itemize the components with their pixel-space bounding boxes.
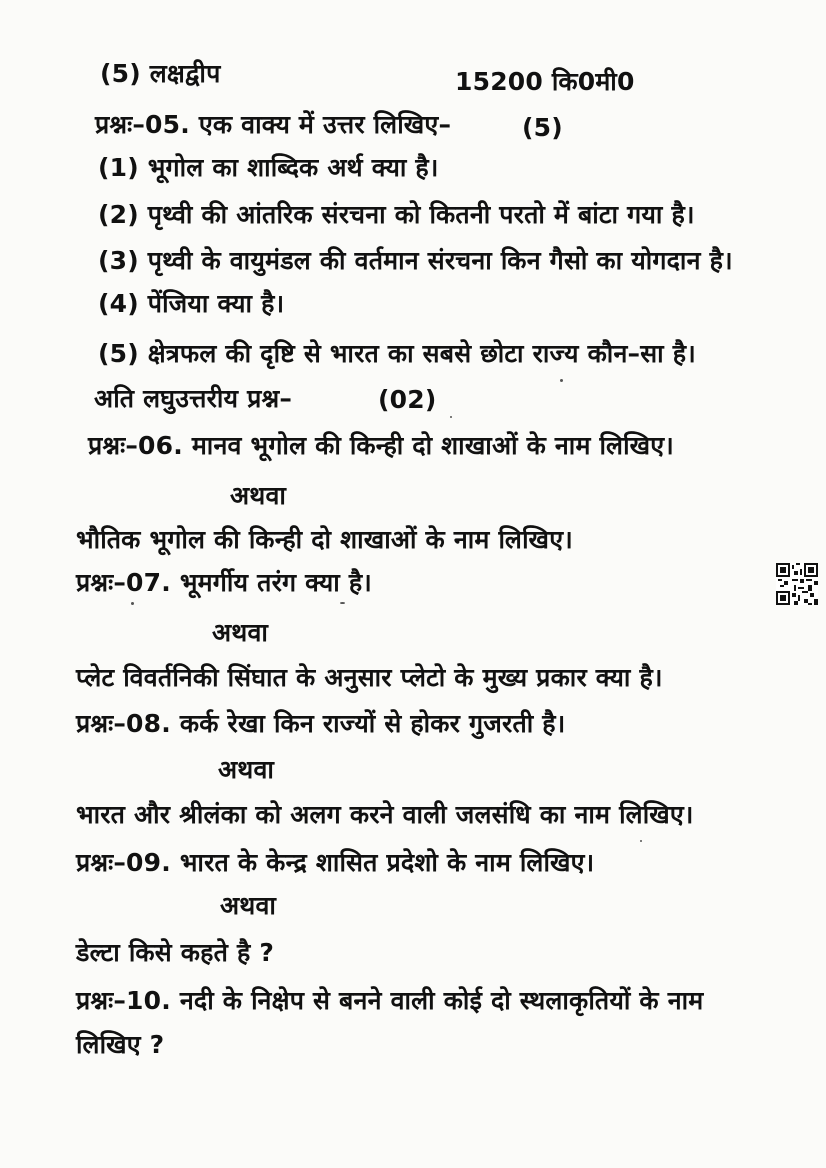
scan-speck xyxy=(450,416,452,418)
scan-speck xyxy=(640,840,642,842)
section-marks: (02) xyxy=(378,385,437,414)
q5-item-4: (4) पेंजिया क्या है। xyxy=(98,289,285,318)
q7-or: अथवा xyxy=(212,618,269,647)
q5-item-5: (5) क्षेत्रफल की दृष्टि से भारत का सबसे छोटा राज्य कौन–सा है। xyxy=(98,339,696,368)
scan-speck xyxy=(340,602,345,604)
question-10: प्रश्नः–10. नदी के निक्षेप से बनने वाली कोई दो स्थलाकृतियों के नाम xyxy=(76,986,704,1015)
question-7-alt: प्लेट विवर्तनिकी सिंघात के अनुसार प्लेटो के मुख्य प्रकार क्या है। xyxy=(76,663,663,692)
question-7: प्रश्नः–07. भूमर्गीय तरंग क्या है। xyxy=(76,568,372,597)
scan-speck xyxy=(131,602,134,605)
question-5-heading: प्रश्नः–05. एक वाक्य में उत्तर लिखिए– xyxy=(95,110,452,139)
q5-item-3: (3) पृथ्वी के वायुमंडल की वर्तमान संरचना किन गैसो का योगदान है। xyxy=(98,246,733,275)
scan-speck xyxy=(560,379,563,382)
question-9: प्रश्नः–09. भारत के केन्द्र शासित प्रदेशो के नाम लिखिए। xyxy=(76,848,595,877)
q6-or: अथवा xyxy=(230,481,287,510)
q5-item-1: (1) भूगोल का शाब्दिक अर्थ क्या है। xyxy=(98,153,439,182)
qr-code-icon xyxy=(776,563,818,605)
question-10-cont: लिखिए ? xyxy=(76,1030,165,1059)
q8-or: अथवा xyxy=(218,755,275,784)
q9-or: अथवा xyxy=(220,891,277,920)
question-5-marks: (5) xyxy=(522,113,563,142)
question-6-alt: भौतिक भूगोल की किन्ही दो शाखाओं के नाम लिखिए। xyxy=(76,525,573,554)
question-8: प्रश्नः–08. कर्क रेखा किन राज्यों से होकर गुजरती है। xyxy=(76,709,566,738)
question-8-alt: भारत और श्रीलंका को अलग करने वाली जलसंधि का नाम लिखिए। xyxy=(76,800,694,829)
option-5-lakshadweep: (5) लक्षद्वीप xyxy=(100,59,221,88)
question-9-alt: डेल्टा किसे कहते है ? xyxy=(76,938,275,967)
area-value: 15200 कि0मी0 xyxy=(455,67,635,96)
question-6: प्रश्नः–06. मानव भूगोल की किन्ही दो शाखाओं के नाम लिखिए। xyxy=(88,431,674,460)
section-heading: अति लघुउत्तरीय प्रश्न– xyxy=(94,384,293,413)
q5-item-2: (2) पृथ्वी की आंतरिक संरचना को कितनी परतो में बांटा गया है। xyxy=(98,200,695,229)
